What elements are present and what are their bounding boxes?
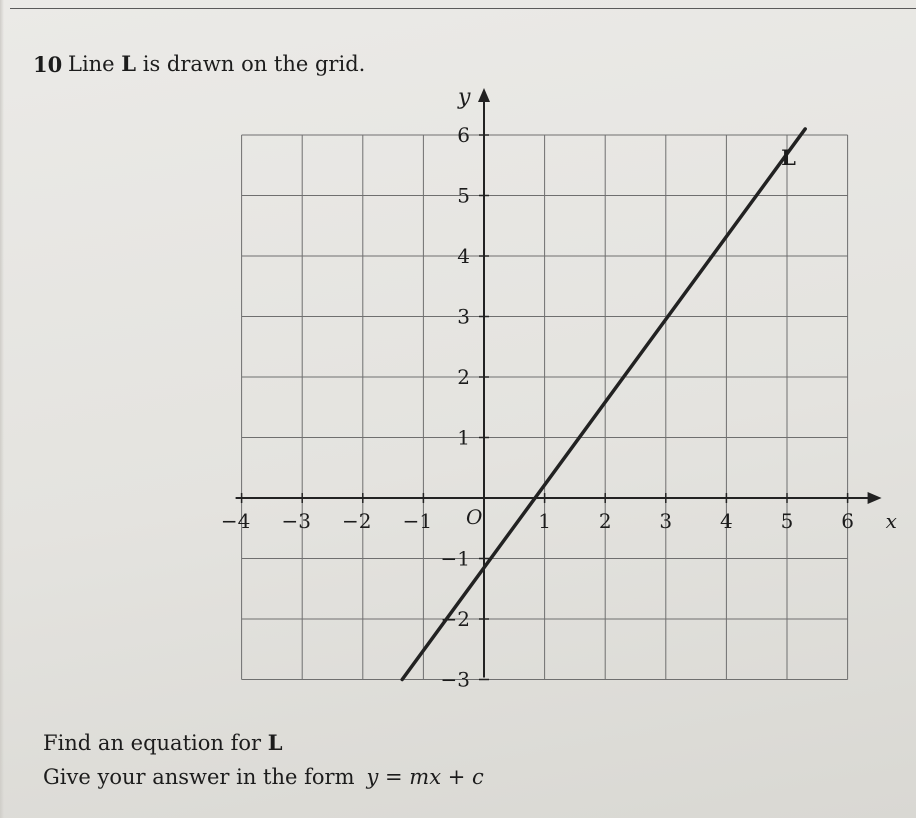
- line-name: L: [121, 51, 137, 76]
- line-l: [402, 129, 805, 680]
- y-tick-label: 3: [457, 304, 470, 329]
- x-tick-label: 6: [841, 509, 854, 533]
- x-tick-label: −3: [281, 509, 311, 533]
- y-tick-label: 4: [457, 244, 470, 268]
- find-line-name: L: [267, 730, 283, 755]
- y-tick-label: 6: [457, 123, 470, 147]
- x-axis-label: x: [885, 509, 897, 533]
- y-tick-label: 2: [457, 365, 470, 389]
- x-tick-label: −1: [402, 509, 433, 533]
- find-prompt: Find an equation for L: [43, 730, 283, 755]
- y-tick-label: 5: [457, 183, 470, 208]
- x-tick-label: 4: [720, 509, 733, 533]
- origin-label: O: [466, 505, 483, 529]
- y-tick-label: −3: [440, 667, 470, 692]
- y-tick-label: −1: [440, 546, 470, 571]
- question-text: Line L is drawn on the grid.: [68, 51, 366, 76]
- question-number: 10: [33, 52, 63, 77]
- x-tick-label: 2: [598, 509, 612, 533]
- x-tick-label: −4: [220, 509, 251, 533]
- y-axis-label: y: [458, 85, 471, 110]
- answer-form: y = mx + c: [366, 765, 484, 789]
- x-tick-label: 5: [780, 509, 794, 533]
- x-tick-label: 3: [659, 509, 673, 533]
- y-axis-arrow-icon: [478, 88, 490, 102]
- answer-instruction: Give your answer in the form y = mx + c: [43, 765, 484, 789]
- x-tick-label: 1: [538, 509, 551, 533]
- y-tick-label: −2: [440, 607, 470, 631]
- x-axis-arrow-icon: [868, 492, 882, 504]
- series-label: L: [781, 144, 796, 170]
- x-tick-label: −2: [342, 509, 372, 533]
- y-tick-label: 1: [457, 425, 470, 450]
